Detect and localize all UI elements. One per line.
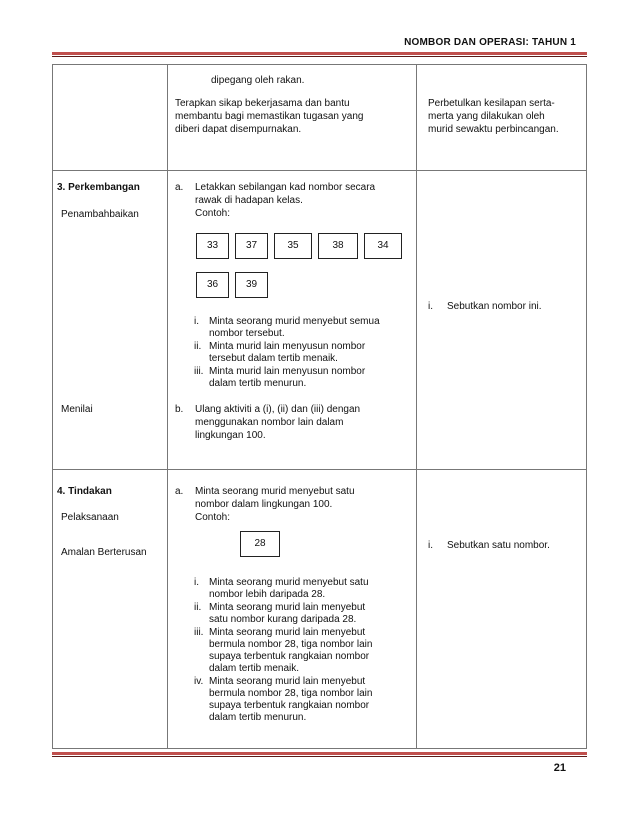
item-label: ii. (194, 341, 202, 352)
activity-line: Minta seorang murid menyebut satu (209, 577, 369, 588)
activity-line: nombor lebih daripada 28. (209, 589, 326, 600)
activity-line: Contoh: (195, 512, 231, 523)
step-title: 4. Tindakan (57, 486, 112, 497)
header-rule (52, 52, 587, 55)
activity-line: Minta murid lain menyusun nombor (209, 341, 366, 352)
note-line: murid sewaktu perbincangan. (428, 124, 559, 135)
item-label: iii. (194, 366, 204, 377)
item-label: a. (175, 182, 184, 193)
step-title: 3. Perkembangan (57, 182, 140, 193)
item-label: a. (175, 486, 184, 497)
number-card: 33 (196, 233, 229, 259)
activity-line: lingkungan 100. (195, 430, 266, 441)
number-card: 37 (235, 233, 268, 259)
row-divider (53, 170, 586, 171)
activity-line: supaya terbentuk rangkaian nombor (209, 651, 370, 662)
activity-line: Minta murid lain menyusun nombor (209, 366, 366, 377)
activity-line: menggunakan nombor lain dalam (195, 417, 344, 428)
step-sub: Menilai (61, 404, 93, 415)
note-line: merta yang dilakukan oleh (428, 111, 545, 122)
activity-line: dalam tertib menurun. (209, 378, 307, 389)
number-card: 35 (274, 233, 312, 259)
item-label: i. (194, 316, 199, 327)
item-label: ii. (194, 602, 202, 613)
activity-line: membantu bagi memastikan tugasan yang (175, 111, 364, 122)
activity-line: Minta seorang murid lain menyebut (209, 676, 366, 687)
number-card: 36 (196, 272, 229, 298)
activity-line: dalam tertib menurun. (209, 712, 307, 723)
activity-line: diberi dapat disempurnakan. (175, 124, 302, 135)
header-rule-dark (52, 56, 587, 57)
activity-line: nombor dalam lingkungan 100. (195, 499, 333, 510)
number-card: 39 (235, 272, 268, 298)
step-sub: Pelaksanaan (61, 512, 119, 523)
number-card: 28 (240, 531, 280, 557)
activity-line: dipegang oleh rakan. (211, 75, 305, 86)
activity-line: bermula nombor 28, tiga nombor lain (209, 688, 373, 699)
note-line: Sebutkan nombor ini. (447, 301, 542, 312)
page-number: 21 (553, 762, 566, 774)
activity-line: Ulang aktiviti a (i), (ii) dan (iii) dengan (195, 404, 361, 415)
activity-line: Minta seorang murid menyebut satu (195, 486, 355, 497)
column-divider (416, 65, 417, 748)
item-label: i. (194, 577, 199, 588)
column-divider (167, 65, 168, 748)
footer-rule-dark (52, 756, 587, 757)
activity-line: Contoh: (195, 208, 231, 219)
note-label: i. (428, 540, 433, 551)
activity-line: bermula nombor 28, tiga nombor lain (209, 639, 373, 650)
activity-line: supaya terbentuk rangkaian nombor (209, 700, 370, 711)
item-label: iv. (194, 676, 204, 687)
activity-line: Minta seorang murid lain menyebut (209, 602, 366, 613)
number-card: 34 (364, 233, 402, 259)
activity-line: Minta seorang murid lain menyebut (209, 627, 366, 638)
lesson-table (52, 64, 587, 749)
activity-line: satu nombor kurang daripada 28. (209, 614, 357, 625)
footer-rule (52, 752, 587, 755)
activity-line: Letakkan sebilangan kad nombor secara (195, 182, 376, 193)
note-label: i. (428, 301, 433, 312)
note-line: Perbetulkan kesilapan serta- (428, 98, 555, 109)
row-divider (53, 469, 586, 470)
step-sub: Penambahbaikan (61, 209, 139, 220)
activity-line: dalam tertib menaik. (209, 663, 300, 674)
note-line: Sebutkan satu nombor. (447, 540, 550, 551)
activity-line: Minta seorang murid menyebut semua (209, 316, 380, 327)
running-header: NOMBOR DAN OPERASI: TAHUN 1 (404, 37, 576, 48)
activity-line: nombor tersebut. (209, 328, 285, 339)
number-card: 38 (318, 233, 358, 259)
activity-line: Terapkan sikap bekerjasama dan bantu (175, 98, 350, 109)
item-label: b. (175, 404, 184, 415)
item-label: iii. (194, 627, 204, 638)
step-sub: Amalan Berterusan (61, 547, 147, 558)
activity-line: tersebut dalam tertib menaik. (209, 353, 338, 364)
activity-line: rawak di hadapan kelas. (195, 195, 303, 206)
